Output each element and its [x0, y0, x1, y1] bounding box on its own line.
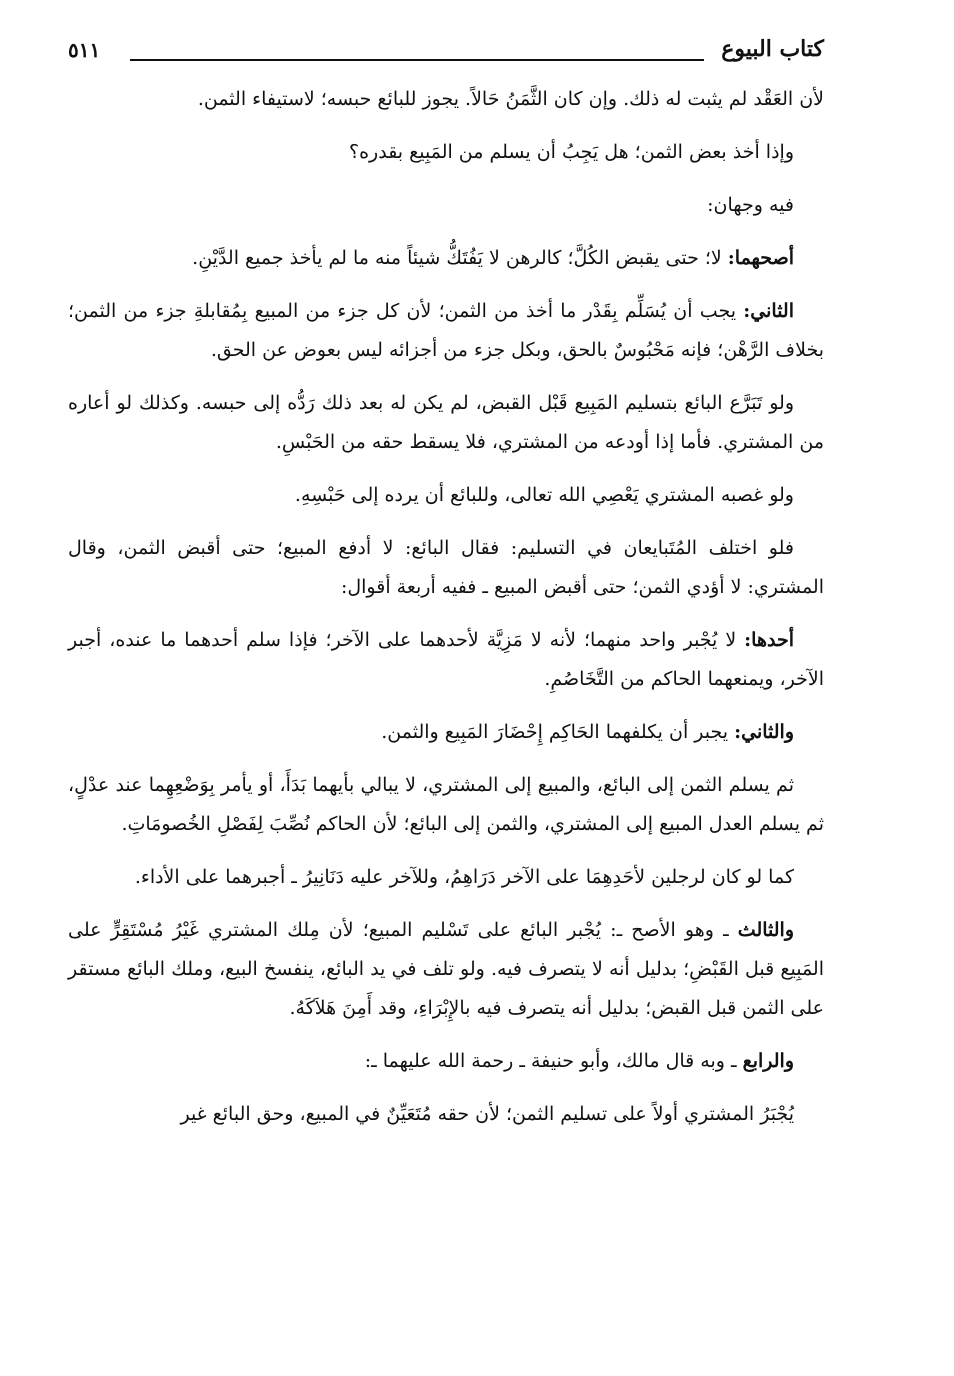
- paragraph: [68, 621, 824, 699]
- paragraph: [68, 384, 824, 462]
- paragraph-text: ثم يسلم الثمن إلى البائع، والمبيع إلى المشتري، لا يبالي بأيهما بَدَأَ، أو يأمر بِوَضْعِهِما عند عدْلٍ، ثم يسلم العدل المبيع إلى المشتري، والثمن إلى البائع؛ لأن الحاكم نُصِّبَ لِفَصْلِ الخُصومَاتِ.: [68, 774, 824, 835]
- paragraph-text: فلو اختلف المُتَبايعان في التسليم: فقال البائع: لا أدفع المبيع؛ حتى أقبض الثمن، وقال المشتري: لا أؤدي الثمن؛ حتى أقبض المبيع ـ ففيه أربعة أقوال:: [68, 537, 824, 598]
- paragraph: [68, 186, 824, 225]
- book-page: [68, 34, 824, 1148]
- paragraph-text: ولو تَبَرَّع البائع بتسليم المَبِيع قَبْل القبض، لم يكن له بعد ذلك رَدُّه إلى حبسه. وكذلك لو أعاره من المشتري. فأما إذا أودعه من المشتري، فلا يسقط حقه من الحَبْسِ.: [68, 392, 824, 453]
- paragraph-text: لأن العَقْد لم يثبت له ذلك. وإن كان الثَّمَنُ حَالاً. يجوز للبائع حبسه؛ لاستيفاء الثمن.: [197, 88, 824, 110]
- paragraph: [68, 133, 824, 172]
- paragraph: [68, 911, 824, 1028]
- paragraph: [68, 1095, 824, 1134]
- header-rule: [130, 59, 704, 61]
- paragraph: [68, 766, 824, 844]
- paragraph-lead: أصحهما:: [727, 247, 794, 269]
- paragraph-lead: والثاني:: [734, 721, 794, 743]
- paragraph-text: ـ وهو الأصح ـ: يُجْبر البائع على تَسْليم المبيع؛ لأن مِلك المشتري غَيْرُ مُسْتَقِرٍّ على المَبِيع قبل القَبْضِ؛ بدليل أنه لا يتصرف فيه. ولو تلف في يد البائع، ينفسخ البيع، وملك البائع مستقر على الثمن قبل القبض؛ بدليل أنه يتصرف فيه بالإِبْرَاءِ، وقد أَمِنَ هَلاَكَهُ.: [68, 919, 824, 1019]
- paragraph-text: فيه وجهان:: [707, 194, 794, 216]
- paragraph-text: لا؛ حتى يقبض الكُلَّ؛ كالرهن لا يَفُتَكُّ شيئاً منه ما لم يأخذ جميع الدَّيْنِ.: [192, 247, 728, 269]
- paragraph-lead: والثالث: [737, 919, 794, 941]
- paragraph-text: يجبر أن يكلفهما الحَاكِم إِحْضَارَ المَبِيع والثمن.: [381, 721, 735, 743]
- paragraph: [68, 292, 824, 370]
- paragraph-text: لا يُجْبر واحد منهما؛ لأنه لا مَزِيَّة لأحدهما على الآخر؛ فإذا سلم أحدهما ما عنده، أجبر الآخر، ويمنعهما الحاكم من التَّخَاصُمِ.: [68, 629, 824, 690]
- paragraph: [68, 529, 824, 607]
- paragraph-lead: والرابع: [742, 1050, 794, 1072]
- page-number: ٥١١: [68, 38, 101, 62]
- paragraph: [68, 713, 824, 752]
- paragraph-text: كما لو كان لرجلين لأحَدِهِمَا على الآخر دَرَاهِمُ، وللآخر عليه دَنَانِيرُ ـ أجبرهما على الأداء.: [134, 866, 794, 888]
- body-text: [68, 80, 824, 1134]
- paragraph: [68, 239, 824, 278]
- paragraph-lead: الثاني:: [743, 300, 794, 322]
- paragraph: [68, 1042, 824, 1081]
- paragraph: [68, 476, 824, 515]
- paragraph-text: يجب أن يُسَلِّم بِقَدْر ما أخذ من الثمن؛ لأن كل جزء من المبيع بِمُقابلةِ جزء من الثمن؛ بخلاف الرَّهْن؛ فإنه مَحْبُوسٌ بالحق، وبكل جزء من أجزائه ليس بعوض عن الحق.: [68, 300, 824, 361]
- running-title: كتاب البيوع: [721, 36, 824, 62]
- paragraph-text: وإذا أخذ بعض الثمن؛ هل يَجِبُ أن يسلم من المَبِيع بقدره؟: [349, 141, 794, 163]
- paragraph-lead: أحدها:: [744, 629, 794, 651]
- paragraph-text: ولو غصبه المشتري يَعْصِي الله تعالى، وللبائع أن يرده إلى حَبْسِهِ.: [294, 484, 794, 506]
- paragraph-text: ـ وبه قال مالك، وأبو حنيفة ـ رحمة الله عليهما ـ:: [364, 1050, 743, 1072]
- paragraph-text: يُجْبَرُ المشتري أولاً على تسليم الثمن؛ لأن حقه مُتَعَيِّنٌ في المبيع، وحق البائع غير: [180, 1103, 794, 1125]
- paragraph: [68, 858, 824, 897]
- paragraph: [68, 80, 824, 119]
- page-header: [68, 34, 824, 80]
